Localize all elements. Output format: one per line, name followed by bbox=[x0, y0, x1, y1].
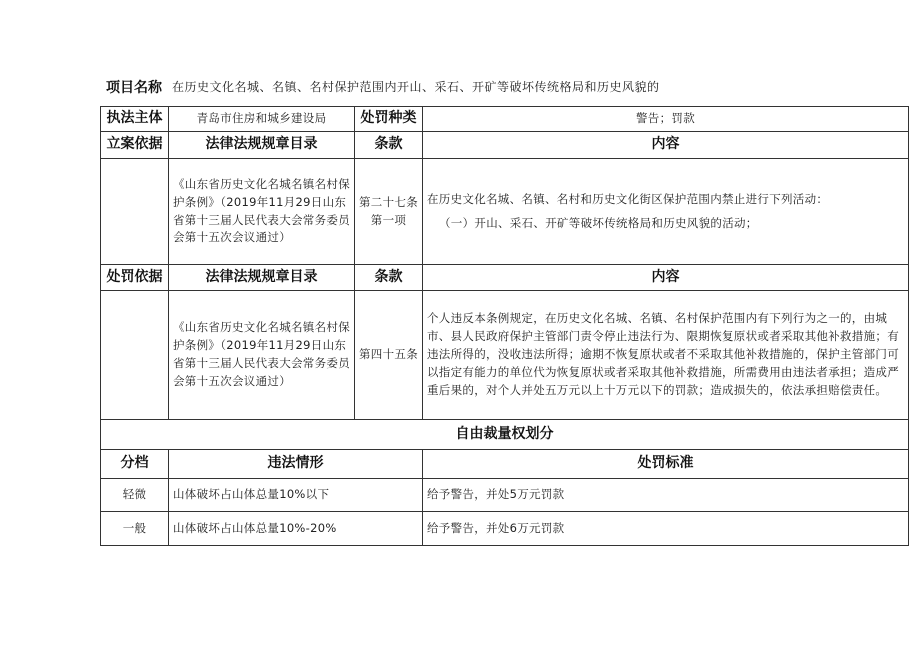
filing-header-row bbox=[101, 132, 909, 159]
project-name-row bbox=[100, 77, 820, 97]
filing-law-text: 《山东省历史文化名城名镇名村保护条例》（2019年11月29日山东省第十三届人民代表大会常务委员会第十五次会议通过） bbox=[169, 159, 355, 265]
penalty-body-row bbox=[101, 291, 909, 420]
penalty-content-header: 内容 bbox=[423, 265, 909, 291]
filing-content-cell bbox=[423, 159, 909, 265]
level-cell: 轻微 bbox=[101, 479, 169, 512]
standard-header: 处罚标准 bbox=[423, 450, 909, 479]
case-cell: 山体破坏占山体总量10%-20% bbox=[169, 512, 423, 546]
subject-label: 执法主体 bbox=[101, 107, 169, 132]
project-name-label: 项目名称 bbox=[106, 80, 162, 96]
table-row bbox=[101, 479, 909, 512]
standard-cell: 给予警告，并处5万元罚款 bbox=[423, 479, 909, 512]
table-row bbox=[101, 512, 909, 546]
penalty-table bbox=[100, 106, 909, 546]
filing-empty-cell bbox=[101, 159, 169, 265]
project-name-value: 在历史文化名城、名镇、名村保护范围内开山、采石、开矿等破坏传统格局和历史风貌的 bbox=[172, 80, 660, 94]
penalty-content-text: 个人违反本条例规定，在历史文化名城、名镇、名村保护范围内有下列行为之一的，由城市、县人民政府保护主管部门责令停止违法行为、限期恢复原状或者采取其他补救措施；有违法所得的，没收违法所得；逾期不恢复原状或者不采取其他补救措施的，保护主管部门可以指定有能力的单位代为恢复原状或者采取其他补救措施，所需费用由违法者承担；造成严重后果的，对个人并处五万元以上十万元以下的罚款；造成损失的，依法承担赔偿责任。 bbox=[423, 291, 909, 420]
case-cell: 山体破坏占山体总量10%以下 bbox=[169, 479, 423, 512]
penalty-basis-label: 处罚依据 bbox=[101, 265, 169, 291]
discretion-title: 自由裁量权划分 bbox=[101, 420, 909, 450]
standard-cell: 给予警告，并处6万元罚款 bbox=[423, 512, 909, 546]
filing-article-text: 第二十七条第一项 bbox=[355, 159, 423, 265]
subject-value: 青岛市住房和城乡建设局 bbox=[169, 107, 355, 132]
case-header: 违法情形 bbox=[169, 450, 423, 479]
subject-row bbox=[101, 107, 909, 132]
level-header: 分档 bbox=[101, 450, 169, 479]
penalty-type-value: 警告；罚款 bbox=[423, 107, 909, 132]
penalty-article-text: 第四十五条 bbox=[355, 291, 423, 420]
filing-body-row bbox=[101, 159, 909, 265]
penalty-type-label: 处罚种类 bbox=[355, 107, 423, 132]
penalty-header-row bbox=[101, 265, 909, 291]
filing-basis-label: 立案依据 bbox=[101, 132, 169, 159]
filing-content-line-1: 在历史文化名城、名镇、名村和历史文化街区保护范围内禁止进行下列活动： bbox=[427, 191, 829, 206]
discretion-header-row bbox=[101, 450, 909, 479]
discretion-title-row bbox=[101, 420, 909, 450]
penalty-law-header: 法律法规规章目录 bbox=[169, 265, 355, 291]
filing-content-line-2: （一）开山、采石、开矿等破坏传统格局和历史风貌的活动； bbox=[439, 215, 758, 230]
penalty-empty-cell bbox=[101, 291, 169, 420]
penalty-article-header: 条款 bbox=[355, 265, 423, 291]
level-cell: 一般 bbox=[101, 512, 169, 546]
filing-law-header: 法律法规规章目录 bbox=[169, 132, 355, 159]
penalty-law-text: 《山东省历史文化名城名镇名村保护条例》（2019年11月29日山东省第十三届人民代表大会常务委员会第十五次会议通过） bbox=[169, 291, 355, 420]
filing-article-header: 条款 bbox=[355, 132, 423, 159]
filing-content-header: 内容 bbox=[423, 132, 909, 159]
